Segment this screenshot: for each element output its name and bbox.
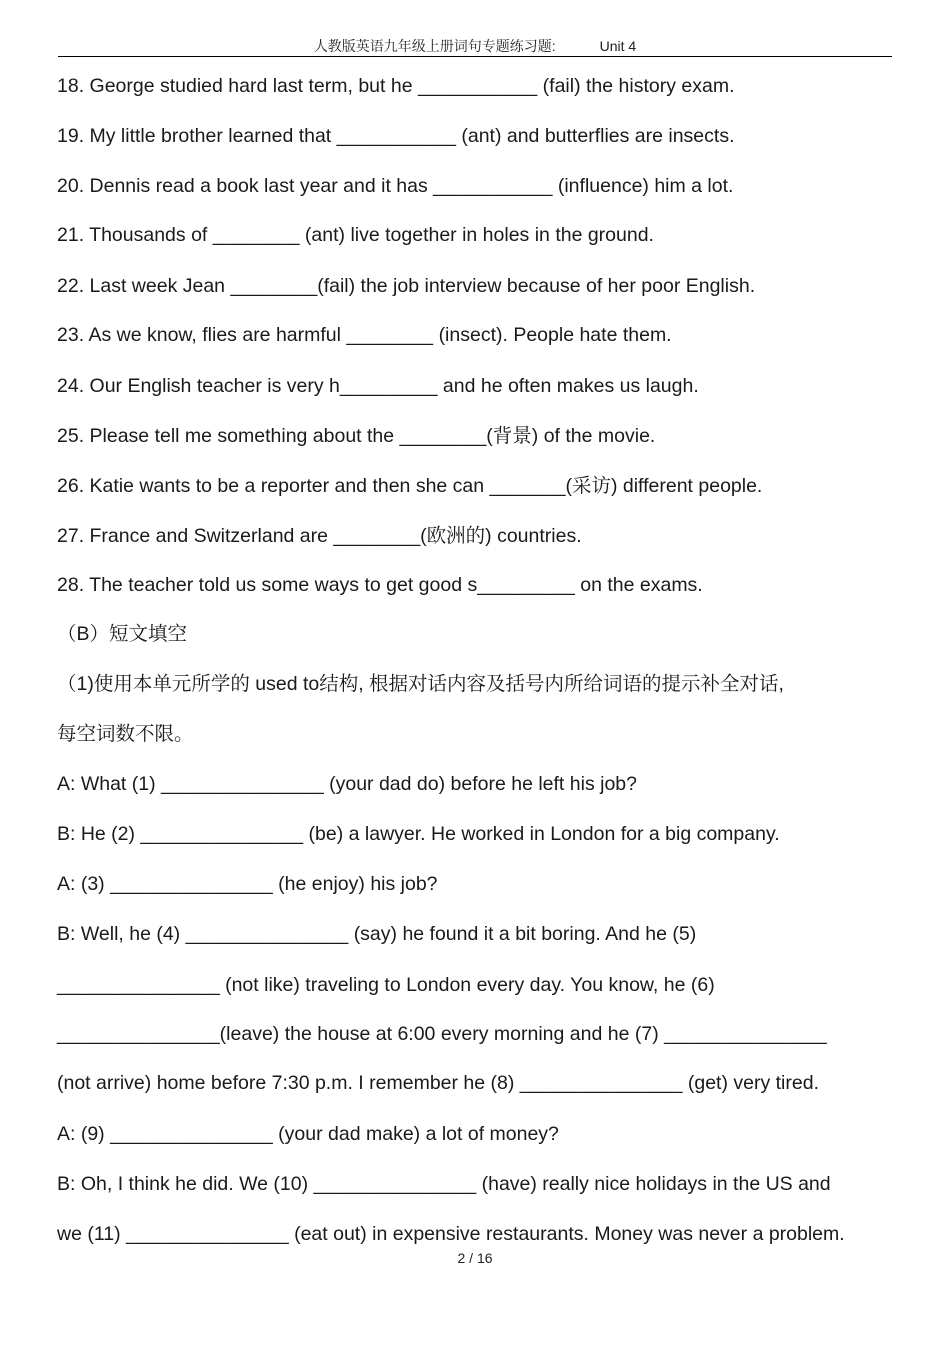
dialogue-line-9: B: Oh, I think he did. We (10) _______________ (have) really nice holidays in the US and	[57, 1173, 831, 1195]
instruction-line-2: 每空词数不限。	[57, 723, 194, 745]
dialogue-line-7: (not arrive) home before 7:30 p.m. I remember he (8) _______________ (get) very tired.	[57, 1072, 819, 1094]
dialogue-line-1: A: What (1) _______________ (your dad do) before he left his job?	[57, 773, 637, 795]
dialogue-line-6: _______________(leave) the house at 6:00 every morning and he (7) _______________	[57, 1023, 827, 1045]
exercise-26: 26. Katie wants to be a reporter and then she can _______(采访) different people.	[57, 475, 763, 497]
exercise-23: 23. As we know, flies are harmful ________ (insect). People hate them.	[57, 324, 672, 346]
exercise-25: 25. Please tell me something about the ________(背景) of the movie.	[57, 425, 656, 447]
dialogue-line-8: A: (9) _______________ (your dad make) a lot of money?	[57, 1123, 559, 1145]
header-unit: Unit 4	[599, 38, 637, 54]
exercise-18: 18. George studied hard last term, but he ___________ (fail) the history exam.	[57, 75, 735, 97]
section-b-heading: （B）短文填空	[57, 623, 188, 645]
page-number: 2 / 16	[457, 1250, 493, 1266]
exercise-22: 22. Last week Jean ________(fail) the job interview because of her poor English.	[57, 275, 756, 297]
dialogue-line-3: A: (3) _______________ (he enjoy) his job?	[57, 873, 438, 895]
exercise-27: 27. France and Switzerland are ________(欧洲的) countries.	[57, 525, 582, 547]
dialogue-line-5: _______________ (not like) traveling to London every day. You know, he (6)	[57, 974, 715, 996]
exercise-19: 19. My little brother learned that ___________ (ant) and butterflies are insects.	[57, 125, 735, 147]
dialogue-line-10: we (11) _______________ (eat out) in expensive restaurants. Money was never a problem.	[57, 1223, 845, 1245]
instruction-line-1: （1)使用本单元所学的 used to结构, 根据对话内容及括号内所给词语的提示补全对话,	[57, 673, 784, 695]
page-header	[58, 36, 892, 57]
exercise-28: 28. The teacher told us some ways to get good s_________ on the exams.	[57, 574, 703, 596]
header-title: 人教版英语九年级上册词句专题练习题:	[313, 38, 556, 54]
exercise-24: 24. Our English teacher is very h_________ and he often makes us laugh.	[57, 375, 699, 397]
dialogue-line-4: B: Well, he (4) _______________ (say) he found it a bit boring. And he (5)	[57, 923, 697, 945]
exercise-20: 20. Dennis read a book last year and it has ___________ (influence) him a lot.	[57, 175, 734, 197]
exercise-21: 21. Thousands of ________ (ant) live together in holes in the ground.	[57, 224, 654, 246]
dialogue-line-2: B: He (2) _______________ (be) a lawyer. He worked in London for a big company.	[57, 823, 780, 845]
